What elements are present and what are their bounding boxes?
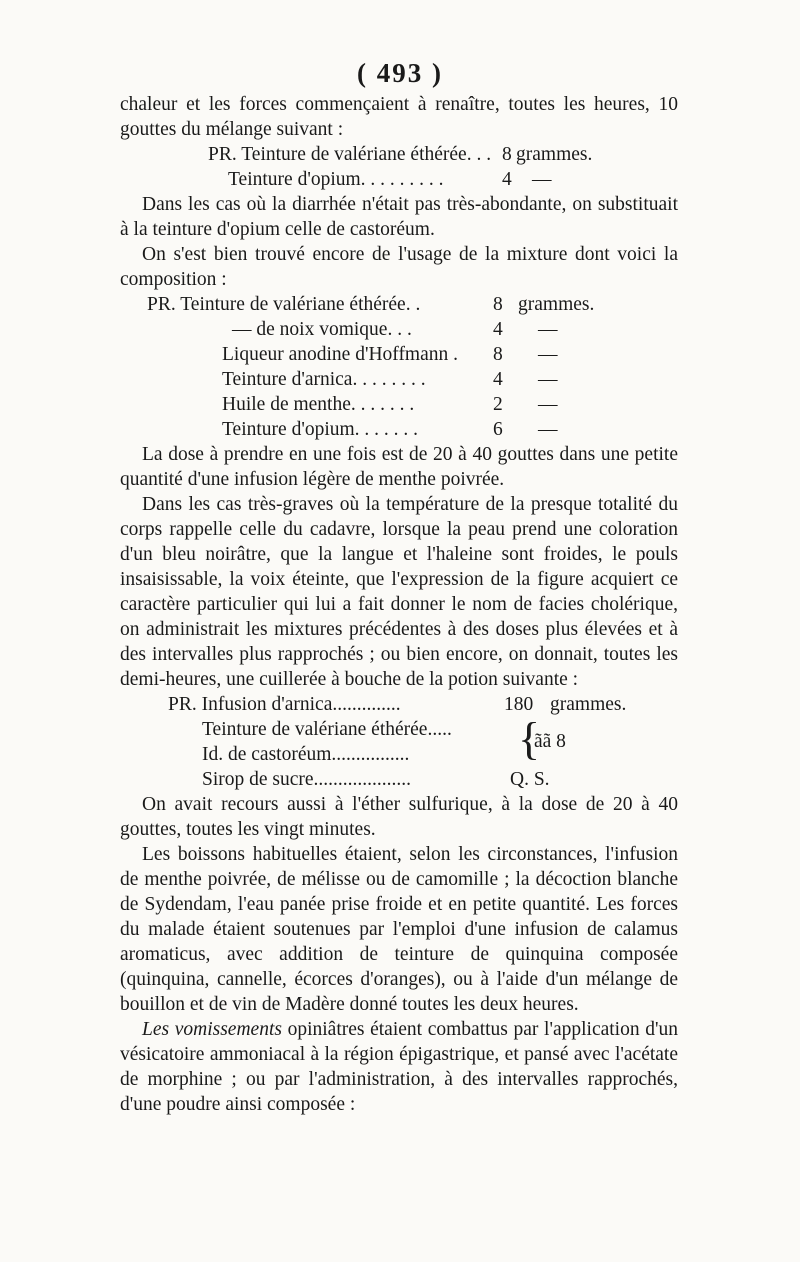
ingredient-label: Sirop de sucre.................... (202, 769, 412, 790)
ingredient-qty: 6 (493, 419, 503, 440)
ingredient-label: Huile de menthe. . . . . . . (222, 394, 415, 415)
formula-2-line-4 (120, 367, 678, 392)
paragraph-3: On s'est bien trouvé encore de l'usage de la mixture dont voici la composition : (120, 244, 678, 290)
paragraph-8-text: opiniâtres étaient combattus par l'application d'un vésicatoire ammoniacal à la région épigastrique, et pansé avec l'acétate de morphine ; ou par l'administration, à des intervalles rapprochés, d'une poudre ainsi composée : (120, 1019, 678, 1115)
paragraph-2: Dans les cas où la diarrhée n'était pas très-abondante, on substituait à la teinture d'opium celle de castoréum. (120, 194, 678, 240)
italic-phrase: Les vomissements (142, 1019, 282, 1040)
formula-3-line-1 (120, 692, 678, 717)
ingredient-unit: grammes. (550, 694, 627, 715)
ingredient-qty: 2 (493, 394, 503, 415)
formula-2-line-2 (120, 317, 678, 342)
page-number: ( 493 ) (357, 58, 443, 88)
formula-3-line-3 (120, 742, 678, 767)
ingredient-label: Teinture de valériane éthérée..... (202, 719, 452, 740)
ingredient-unit: — (538, 369, 558, 390)
ingredient-qty: 8 (493, 344, 503, 365)
ingredient-label: Teinture d'opium. . . . . . . . . (228, 169, 444, 190)
ingredient-unit: grammes. (516, 144, 593, 165)
formula-2 (120, 292, 678, 442)
ingredient-unit: — (532, 169, 552, 190)
formula-1-line-2 (120, 167, 678, 192)
formula-3 (120, 692, 678, 792)
ingredient-label: Teinture d'arnica. . . . . . . . (222, 369, 426, 390)
page-body (120, 92, 678, 1117)
paragraph-1: chaleur et les forces commençaient à renaître, toutes les heures, 10 gouttes du mélange suivant : (120, 94, 678, 140)
ingredient-unit: — (538, 419, 558, 440)
ingredient-unit: — (538, 394, 558, 415)
paragraph-4: La dose à prendre en une fois est de 20 à 40 gouttes dans une petite quantité d'une infusion légère de menthe poivrée. (120, 444, 678, 490)
ingredient-unit: grammes. (518, 294, 595, 315)
ingredient-qty: 4 (493, 319, 503, 340)
ingredient-label: Liqueur anodine d'Hoffmann . (222, 344, 459, 365)
ingredient-qty: 4 (493, 369, 503, 390)
formula-3-line-4 (120, 767, 678, 792)
brace-symbol: { (518, 713, 541, 764)
paragraph-6: On avait recours aussi à l'éther sulfurique, à la dose de 20 à 40 gouttes, toutes les vingt minutes. (120, 794, 678, 840)
formula-1 (120, 142, 678, 192)
ingredient-qty: 4 (502, 169, 512, 190)
ingredient-qty: 180 (504, 694, 534, 715)
ingredient-qty: 8 (502, 144, 512, 165)
formula-2-line-6 (120, 417, 678, 442)
formula-2-line-5 (120, 392, 678, 417)
ingredient-label: PR. Teinture de valériane éthérée. . . (208, 144, 492, 165)
ingredient-label: PR. Infusion d'arnica.............. (168, 694, 401, 715)
formula-2-line-3 (120, 342, 678, 367)
paragraph-8 (120, 1017, 678, 1117)
ingredient-unit: — (538, 344, 558, 365)
ingredient-label: PR. Teinture de valériane éthérée. . (147, 294, 421, 315)
ingredient-qty: Q. S. (510, 769, 550, 790)
ingredient-label: Id. de castoréum................ (202, 744, 410, 765)
ingredient-label: — de noix vomique. . . (232, 319, 412, 340)
formula-1-line-1 (120, 142, 678, 167)
ingredient-label: Teinture d'opium. . . . . . . (222, 419, 419, 440)
paragraph-5: Dans les cas très-graves où la température de la presque totalité du corps rappelle celle du cadavre, lorsque la peau prend une coloration d'un bleu noirâtre, que la langue et l'haleine sont froides, le pouls insaisissable, la voix éteinte, que l'expression de la figure acquiert ce caractère particulier qui lui a fait donner le nom de facies cholérique, on administrait les mixtures précédentes à des doses plus élevées et à des intervalles plus rapprochés ; ou bien encore, on donnait, toutes les demi-heures, une cuillerée à bouche de la potion suivante : (120, 494, 678, 690)
ingredient-unit: — (538, 319, 558, 340)
ingredient-qty: 8 (493, 294, 503, 315)
formula-2-line-1 (120, 292, 678, 317)
paragraph-7: Les boissons habituelles étaient, selon les circonstances, l'infusion de menthe poivrée, de mélisse ou de camomille ; la décoction blanche de Sydendam, l'eau panée prise froide et en petite quantité. Les forces du malade étaient soutenues par l'emploi d'une infusion de calamus aromaticus, avec addition de teinture de quinquina composée (quinquina, cannelle, écorces d'oranges), ou à l'aide d'un mélange de bouillon et de vin de Madère donné toutes les deux heures. (120, 844, 678, 1015)
combined-qty: ãã 8 (534, 731, 566, 752)
